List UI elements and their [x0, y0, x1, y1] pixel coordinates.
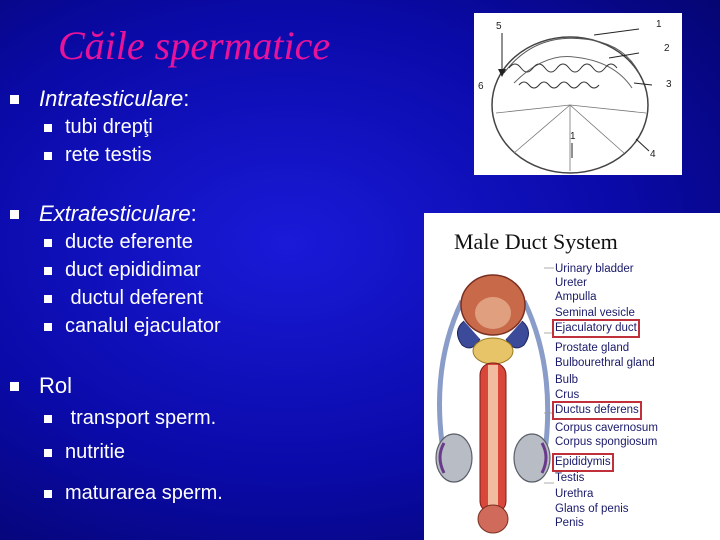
anatomy-label: Urethra: [555, 488, 594, 500]
list-item: [44, 315, 221, 338]
square-bullet-icon: [44, 295, 52, 303]
anatomy-label: Prostate gland: [555, 342, 630, 354]
figure-label: 6: [478, 81, 484, 92]
testis-section-figure: [474, 13, 682, 175]
square-bullet-icon: [10, 95, 19, 104]
list-item: [44, 482, 223, 505]
section-rol: [10, 373, 72, 399]
figure-label: 1: [570, 131, 576, 142]
anatomy-label: Bulb: [555, 374, 579, 386]
anatomy-label: Ductus deferens: [555, 404, 639, 416]
square-bullet-icon: [44, 239, 52, 247]
item-text: ductul deferent: [65, 287, 203, 309]
male-duct-system-figure: [424, 213, 720, 540]
list-item: [44, 116, 153, 139]
figure-title: Male Duct System: [454, 229, 618, 254]
anatomy-label: Ureter: [555, 277, 587, 289]
anatomy-label: Ejaculatory duct: [555, 322, 637, 334]
section-label: Rol: [39, 373, 73, 398]
item-text: tubi drepţi: [65, 116, 153, 138]
slide-title: Căile spermatice: [58, 23, 331, 68]
square-bullet-icon: [44, 323, 52, 331]
anatomy-label: Ampulla: [555, 291, 597, 303]
anatomy-label: Crus: [555, 389, 580, 401]
section-label: Extratesticulare: [39, 201, 191, 226]
section-intratesticulare: [10, 86, 189, 112]
item-text: nutritie: [65, 441, 126, 463]
list-item: [44, 287, 203, 310]
section-suffix: :: [190, 201, 197, 226]
list-item: [44, 144, 152, 167]
figure-label: 4: [650, 149, 656, 160]
square-bullet-icon: [44, 415, 52, 423]
anatomy-label: Bulbourethral gland: [555, 357, 655, 369]
item-text: maturarea sperm.: [65, 482, 223, 504]
anatomy-label: Urinary bladder: [555, 263, 634, 275]
item-text: canalul ejaculator: [65, 315, 221, 337]
list-item: [44, 441, 125, 464]
list-item: [44, 407, 216, 430]
square-bullet-icon: [44, 267, 52, 275]
anatomy-drawing: [424, 213, 554, 540]
anatomy-label: Corpus cavernosum: [555, 422, 658, 434]
anatomy-label: Penis: [555, 517, 584, 529]
item-text: transport sperm.: [65, 407, 217, 429]
square-bullet-icon: [44, 152, 52, 160]
square-bullet-icon: [44, 490, 52, 498]
anatomy-label: Seminal vesicle: [555, 307, 635, 319]
anatomy-label: Epididymis: [555, 456, 611, 468]
section-label: Intratesticulare: [39, 86, 184, 111]
figure-label: 3: [666, 79, 672, 90]
square-bullet-icon: [44, 449, 52, 457]
item-text: duct epididimar: [65, 259, 201, 281]
list-item: [44, 259, 201, 282]
item-text: rete testis: [65, 144, 152, 166]
square-bullet-icon: [44, 124, 52, 132]
section-suffix: :: [183, 86, 190, 111]
item-text: ducte eferente: [65, 231, 193, 253]
figure-label: 5: [496, 21, 502, 32]
anatomy-label: Glans of penis: [555, 503, 629, 515]
anatomy-label: Corpus spongiosum: [555, 436, 658, 448]
section-extratesticulare: [10, 201, 197, 227]
figure-label: 1: [656, 19, 662, 30]
square-bullet-icon: [10, 382, 19, 391]
figure-label: 2: [664, 43, 670, 54]
square-bullet-icon: [10, 210, 19, 219]
list-item: [44, 231, 193, 254]
anatomy-label: Testis: [555, 472, 585, 484]
